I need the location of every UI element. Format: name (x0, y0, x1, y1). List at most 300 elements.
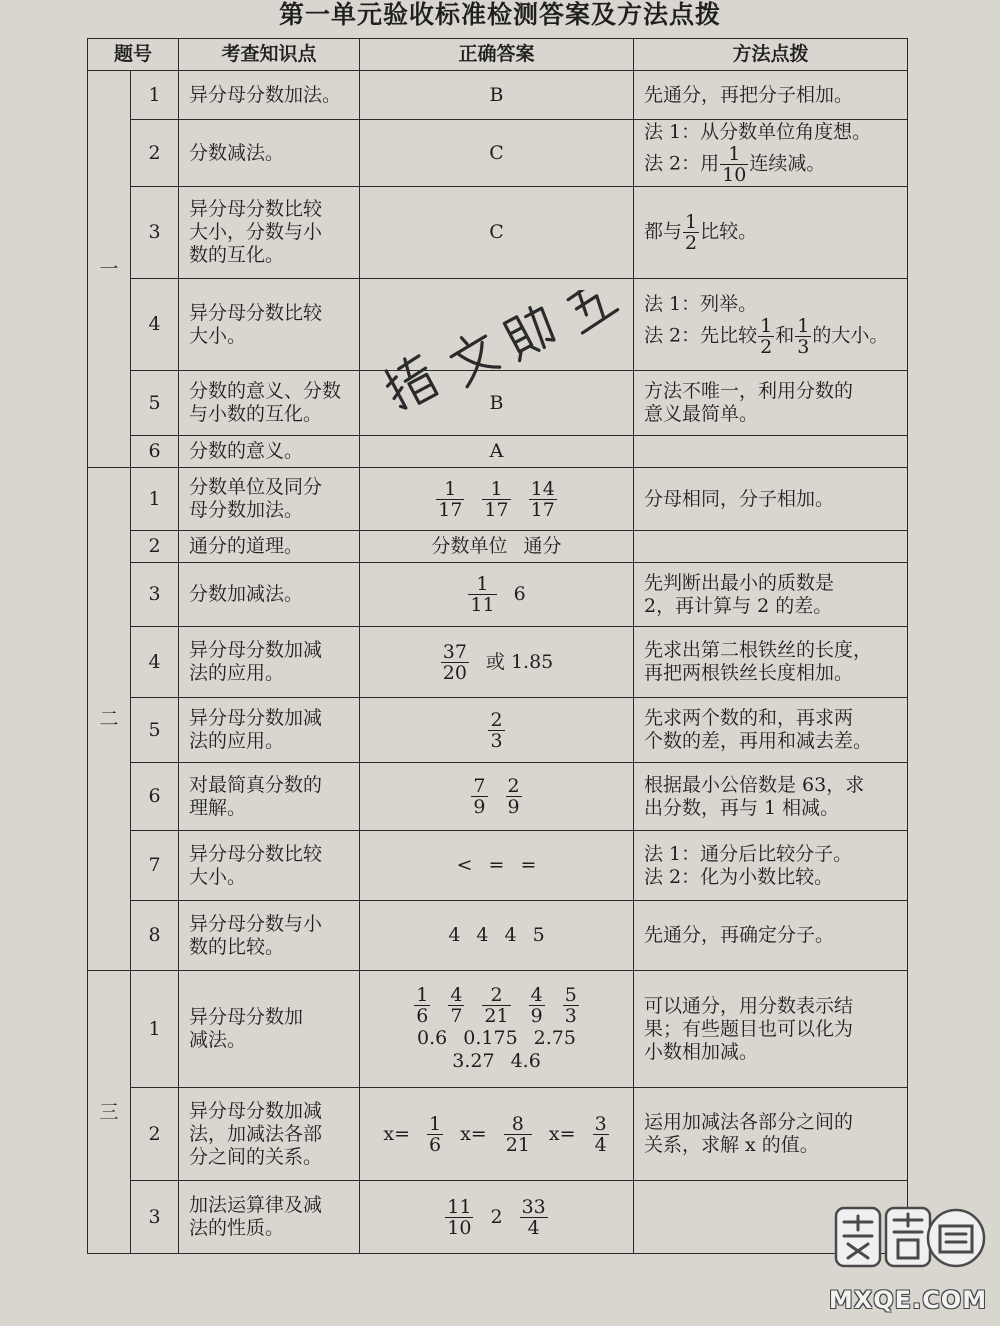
question-number: 4 (131, 279, 179, 371)
question-number: 6 (131, 763, 179, 831)
answer-item: 分数单位 (431, 535, 508, 558)
numerator: 2 (482, 985, 510, 1006)
fraction (488, 710, 504, 751)
knowledge-point-line: 分数的意义、分数 (189, 380, 342, 402)
header-knowledge-point: 考查知识点 (179, 39, 360, 71)
answer-line (370, 1050, 623, 1074)
answer-line (370, 440, 623, 464)
correct-answer (360, 831, 634, 901)
method-tip (634, 1181, 908, 1254)
knowledge-point-line: 理解。 (189, 796, 247, 819)
tip-line (644, 293, 897, 316)
question-number: 3 (131, 1181, 179, 1254)
answer-line (370, 1197, 623, 1238)
question-number: 1 (131, 71, 179, 120)
knowledge-point-line: 通分的道理。 (189, 535, 304, 557)
answer-item (426, 1114, 444, 1155)
tip-text: 法 2：化为小数比较。 (644, 865, 834, 888)
knowledge-point-line: 法，加减法各部 (189, 1122, 323, 1145)
tip-line (644, 843, 897, 866)
knowledge-point-line: 异分母分数与小 (189, 912, 323, 935)
method-tip (634, 1088, 908, 1181)
fraction (506, 776, 522, 817)
knowledge-point (179, 1181, 360, 1254)
tip-line (644, 1134, 897, 1157)
answer-item: = (488, 854, 505, 877)
knowledge-point-line: 大小。 (189, 865, 247, 888)
tip-line (644, 380, 897, 403)
answer-line (370, 391, 623, 415)
knowledge-point (179, 563, 360, 627)
tip-text: 先求出第二根铁丝的长度， (644, 639, 873, 661)
knowledge-point-line: 对最简真分数的 (189, 773, 323, 796)
knowledge-point (179, 468, 360, 531)
answer-item (481, 479, 511, 520)
fraction (468, 574, 496, 615)
answer-line (370, 535, 623, 559)
tip-text: 再把两根铁丝长度相加。 (644, 662, 854, 684)
answer-item (528, 985, 546, 1026)
correct-answer (360, 371, 634, 436)
header-method-tips: 方法点拨 (634, 39, 908, 71)
answer-line (370, 1026, 623, 1050)
table-row (88, 698, 908, 763)
question-number: 6 (131, 436, 179, 468)
method-tip (634, 563, 908, 627)
answer-item (467, 574, 497, 615)
denominator: 21 (505, 1133, 530, 1156)
table-row (88, 371, 908, 436)
table-row (88, 279, 908, 371)
method-tip (634, 436, 908, 468)
answer-line (370, 985, 623, 1026)
knowledge-point-line: 异分母分数加 (189, 1006, 304, 1028)
answer-item (519, 1197, 549, 1238)
denominator: 17 (530, 498, 555, 521)
table-row (88, 187, 908, 279)
tip-text: 个数的差，再用和减去差。 (644, 730, 873, 752)
fraction (482, 479, 510, 520)
tip-text: 法 1：列举。 (644, 292, 758, 315)
correct-answer (360, 279, 634, 371)
tip-text: 连续减。 (749, 152, 826, 175)
table-row (88, 1181, 908, 1254)
tip-text: 分母相同，分子相加。 (644, 487, 835, 510)
tip-text: 关系，求解 x 的值。 (644, 1134, 819, 1156)
knowledge-point-line: 异分母分数加减 (189, 1099, 323, 1122)
knowledge-point (179, 698, 360, 763)
answer-item: 4 (504, 924, 517, 947)
tip-text: 出分数，再与 1 相减。 (644, 796, 840, 819)
denominator: 4 (527, 1216, 540, 1239)
fraction (520, 1197, 548, 1238)
numerator: 37 (442, 640, 467, 663)
fraction (414, 985, 430, 1026)
answer-item: 3.27 (452, 1050, 495, 1072)
section-label: 一 (88, 71, 131, 468)
tip-text: 小数相加减。 (644, 1040, 759, 1063)
knowledge-point-line: 减法。 (189, 1029, 247, 1051)
question-number: 1 (131, 468, 179, 531)
page-title: 第一单元验收标准检测答案及方法点拨 (278, 0, 721, 29)
tip-text: 2，再计算与 2 的差。 (644, 594, 833, 617)
numerator: 1 (468, 574, 496, 595)
answer-item: 4.6 (510, 1050, 541, 1072)
fraction (683, 212, 699, 253)
answer-item: C (489, 221, 504, 244)
table-row (88, 436, 908, 468)
method-tip (634, 371, 908, 436)
numerator: 4 (450, 984, 463, 1006)
answer-item: = (520, 854, 537, 877)
fraction (445, 1197, 473, 1238)
knowledge-point-line: 法的应用。 (189, 730, 285, 752)
numerator: 2 (507, 775, 520, 797)
correct-answer (360, 531, 634, 563)
fraction (795, 316, 811, 357)
tip-line (644, 774, 897, 797)
knowledge-point-line: 加法运算律及减 (189, 1194, 323, 1216)
answer-item (447, 985, 465, 1026)
answer-line (370, 1114, 623, 1155)
knowledge-point-line: 分数单位及同分 (189, 476, 323, 498)
correct-answer (360, 1181, 634, 1254)
answer-item (413, 985, 431, 1026)
table-row (88, 531, 908, 563)
answer-line (370, 642, 623, 683)
denominator: 6 (416, 1005, 429, 1027)
numerator: 7 (473, 775, 486, 797)
denominator: 21 (484, 1005, 509, 1027)
numerator: 1 (436, 479, 464, 500)
knowledge-point (179, 971, 360, 1088)
knowledge-point-line: 大小。 (189, 324, 247, 347)
tip-line (644, 84, 897, 107)
header-question-number: 题号 (88, 39, 179, 71)
correct-answer (360, 901, 634, 971)
fraction (758, 316, 774, 357)
numerator: 1 (720, 144, 748, 165)
table-row (88, 71, 908, 120)
answer-item: 6 (513, 583, 526, 605)
fraction (593, 1114, 609, 1155)
tip-text: 法 1：通分后比较分子。 (644, 842, 853, 865)
answer-item: B (489, 391, 504, 414)
table-header-row (88, 39, 908, 71)
tip-line (644, 212, 897, 253)
knowledge-point-line: 法的应用。 (189, 662, 285, 684)
knowledge-point (179, 1088, 360, 1181)
knowledge-point-line: 大小，分数与小 (189, 221, 323, 243)
correct-answer (360, 436, 634, 468)
answer-line (370, 924, 623, 948)
answer-item: 4 (448, 924, 461, 947)
fraction (471, 776, 487, 817)
knowledge-point-line: 异分母分数比较 (189, 842, 323, 865)
method-tip (634, 531, 908, 563)
knowledge-point (179, 279, 360, 371)
knowledge-point-line: 异分母分数加法。 (189, 83, 342, 106)
denominator: 3 (564, 1005, 577, 1027)
answer-item: x= (548, 1122, 576, 1145)
correct-answer (360, 971, 634, 1088)
question-number: 7 (131, 831, 179, 901)
question-number: 3 (131, 563, 179, 627)
answer-item: C (489, 141, 504, 164)
denominator: 9 (507, 796, 520, 818)
table-row (88, 763, 908, 831)
answer-item (487, 710, 505, 751)
denominator: 3 (797, 335, 810, 358)
tip-line (644, 995, 897, 1018)
denominator: 6 (429, 1133, 442, 1156)
fraction (441, 642, 469, 683)
correct-answer (360, 468, 634, 531)
knowledge-point-line: 数的互化。 (189, 244, 285, 266)
correct-answer (360, 120, 634, 187)
knowledge-point-line: 分数的意义。 (189, 440, 304, 462)
numerator: 1 (797, 314, 810, 337)
tip-text: 和 (775, 324, 795, 346)
denominator: 7 (450, 1005, 463, 1027)
answer-item: 2.75 (533, 1026, 576, 1049)
table-row (88, 831, 908, 901)
table-row (88, 901, 908, 971)
table-body (88, 71, 908, 1254)
tip-text: 根据最小公倍数是 63，求 (644, 773, 865, 796)
answer-item: 2 (490, 1205, 503, 1228)
denominator: 11 (470, 594, 495, 616)
fraction (529, 479, 557, 520)
knowledge-point (179, 187, 360, 279)
answer-item: B (489, 83, 504, 106)
answer-item: 5 (532, 924, 545, 947)
numerator: 14 (530, 477, 555, 500)
fraction (529, 985, 545, 1026)
knowledge-point-line: 异分母分数加减 (189, 707, 323, 729)
knowledge-point (179, 71, 360, 120)
answer-item: 通分 (523, 535, 562, 558)
tip-line (644, 797, 897, 820)
answer-line (370, 221, 623, 245)
knowledge-point-line: 数的比较。 (189, 935, 285, 958)
answer-item: 0.6 (417, 1026, 448, 1049)
table-row (88, 468, 908, 531)
answer-item: 或 1.85 (485, 650, 554, 673)
answer-item (592, 1114, 610, 1155)
tip-text: 都与 (644, 220, 683, 243)
correct-answer (360, 763, 634, 831)
answer-item (481, 985, 511, 1026)
answer-item: A (489, 440, 504, 463)
tip-text: 先求两个数的和，再求两 (644, 707, 854, 729)
answer-item (444, 1197, 474, 1238)
fraction (720, 144, 748, 185)
correct-answer (360, 563, 634, 627)
tip-text: 先通分，再把分子相加。 (644, 83, 854, 106)
answer-item: 4 (476, 924, 489, 947)
denominator: 9 (473, 796, 486, 818)
tip-text: 法 2：用 (644, 152, 720, 175)
question-number: 5 (131, 371, 179, 436)
fraction (504, 1114, 532, 1155)
answer-line (370, 574, 623, 615)
question-number: 1 (131, 971, 179, 1088)
tip-text: 比较。 (700, 220, 758, 243)
knowledge-point-line: 母分数加法。 (189, 499, 304, 521)
numerator: 33 (521, 1195, 546, 1218)
numerator: 3 (594, 1112, 607, 1135)
method-tip (634, 279, 908, 371)
table-row (88, 563, 908, 627)
numerator: 1 (416, 984, 429, 1006)
question-number: 2 (131, 1088, 179, 1181)
method-tip (634, 120, 908, 187)
tip-text: 先通分，再确定分子。 (644, 924, 835, 946)
header-correct-answer: 正确答案 (360, 39, 634, 71)
numerator: 2 (490, 708, 503, 731)
watermark-site-text: MXQE.COM (828, 1286, 988, 1314)
method-tip (634, 71, 908, 120)
answer-line (370, 854, 623, 878)
section-label: 三 (88, 971, 131, 1254)
fraction (482, 985, 510, 1026)
method-tip (634, 187, 908, 279)
denominator: 9 (530, 1005, 543, 1027)
method-tip (634, 763, 908, 831)
tip-text: 先判断出最小的质数是 (644, 571, 835, 594)
denominator: 20 (442, 661, 467, 684)
denominator: 2 (685, 232, 698, 254)
knowledge-point (179, 763, 360, 831)
method-tip (634, 698, 908, 763)
denominator: 4 (594, 1133, 607, 1156)
tip-line (644, 1041, 897, 1064)
table-row (88, 627, 908, 698)
question-number: 5 (131, 698, 179, 763)
fraction (427, 1114, 443, 1155)
tip-line (644, 403, 897, 426)
answer-line (370, 83, 623, 107)
knowledge-point-line: 分数减法。 (189, 141, 285, 164)
correct-answer (360, 1088, 634, 1181)
knowledge-point (179, 831, 360, 901)
question-number: 2 (131, 120, 179, 187)
answer-line (370, 141, 623, 165)
tip-text: 运用加减法各部分之间的 (644, 1111, 854, 1133)
fraction (563, 985, 579, 1026)
table-row (88, 120, 908, 187)
denominator: 10 (447, 1216, 472, 1239)
tip-line (644, 730, 897, 753)
answer-item: 0.175 (463, 1026, 518, 1049)
denominator: 3 (490, 729, 503, 752)
tip-line (644, 866, 897, 889)
denominator: 17 (438, 498, 463, 521)
question-number: 2 (131, 531, 179, 563)
answer-item (505, 776, 523, 817)
tip-text: 的大小。 (812, 324, 889, 346)
numerator: 1 (685, 211, 698, 233)
tip-text: 法 1：从分数单位角度想。 (644, 121, 872, 143)
correct-answer (360, 187, 634, 279)
method-tip (634, 468, 908, 531)
tip-text: 法 2：先比较 (644, 324, 758, 346)
knowledge-point-line: 异分母分数比较 (189, 301, 323, 324)
denominator: 2 (760, 335, 773, 358)
numerator: 4 (530, 984, 543, 1006)
tip-line (644, 924, 897, 947)
tip-line (644, 595, 897, 618)
question-number: 3 (131, 187, 179, 279)
table-row (88, 971, 908, 1088)
tip-line (644, 1111, 897, 1134)
knowledge-point-line: 异分母分数加减 (189, 639, 323, 661)
knowledge-point-line: 与小数的互化。 (189, 403, 323, 425)
fraction (448, 985, 464, 1026)
knowledge-point (179, 120, 360, 187)
knowledge-point-line: 异分母分数比较 (189, 198, 323, 220)
denominator: 17 (484, 498, 509, 521)
answer-item (503, 1114, 533, 1155)
tip-text: 可以通分，用分数表示结 (644, 994, 854, 1017)
answer-item (562, 985, 580, 1026)
numerator: 1 (429, 1112, 442, 1135)
knowledge-point (179, 901, 360, 971)
tip-line (644, 316, 897, 357)
tip-line (644, 707, 897, 730)
method-tip (634, 627, 908, 698)
table-row (88, 1088, 908, 1181)
knowledge-point-line: 分之间的关系。 (189, 1145, 323, 1168)
answer-line (370, 776, 623, 817)
answer-item (440, 642, 470, 683)
tip-text: 意义最简单。 (644, 403, 759, 425)
answer-item (470, 776, 488, 817)
answer-item: x= (383, 1122, 410, 1145)
method-tip (634, 971, 908, 1088)
answer-item (435, 479, 465, 520)
knowledge-point-line: 分数加减法。 (189, 583, 304, 605)
tip-line (644, 488, 897, 511)
numerator: 1 (482, 479, 510, 500)
numerator: 5 (564, 984, 577, 1006)
tip-line (644, 121, 897, 144)
answer-item: < (456, 854, 473, 877)
tip-line (644, 144, 897, 185)
fraction (436, 479, 464, 520)
tip-text: 果；有些题目也可以化为 (644, 1017, 854, 1040)
knowledge-point (179, 436, 360, 468)
knowledge-point (179, 371, 360, 436)
method-tip (634, 831, 908, 901)
numerator: 8 (504, 1114, 532, 1135)
numerator: 1 (760, 314, 773, 337)
tip-line (644, 572, 897, 595)
section-label: 二 (88, 468, 131, 971)
method-tip (634, 901, 908, 971)
tip-text: 方法不唯一，利用分数的 (644, 380, 854, 402)
answer-line (370, 479, 623, 520)
answer-item: x= (460, 1122, 487, 1145)
denominator: 10 (722, 164, 747, 186)
tip-line (644, 662, 897, 685)
answer-line (370, 710, 623, 751)
numerator: 11 (447, 1195, 472, 1218)
question-number: 4 (131, 627, 179, 698)
knowledge-point (179, 627, 360, 698)
correct-answer (360, 698, 634, 763)
